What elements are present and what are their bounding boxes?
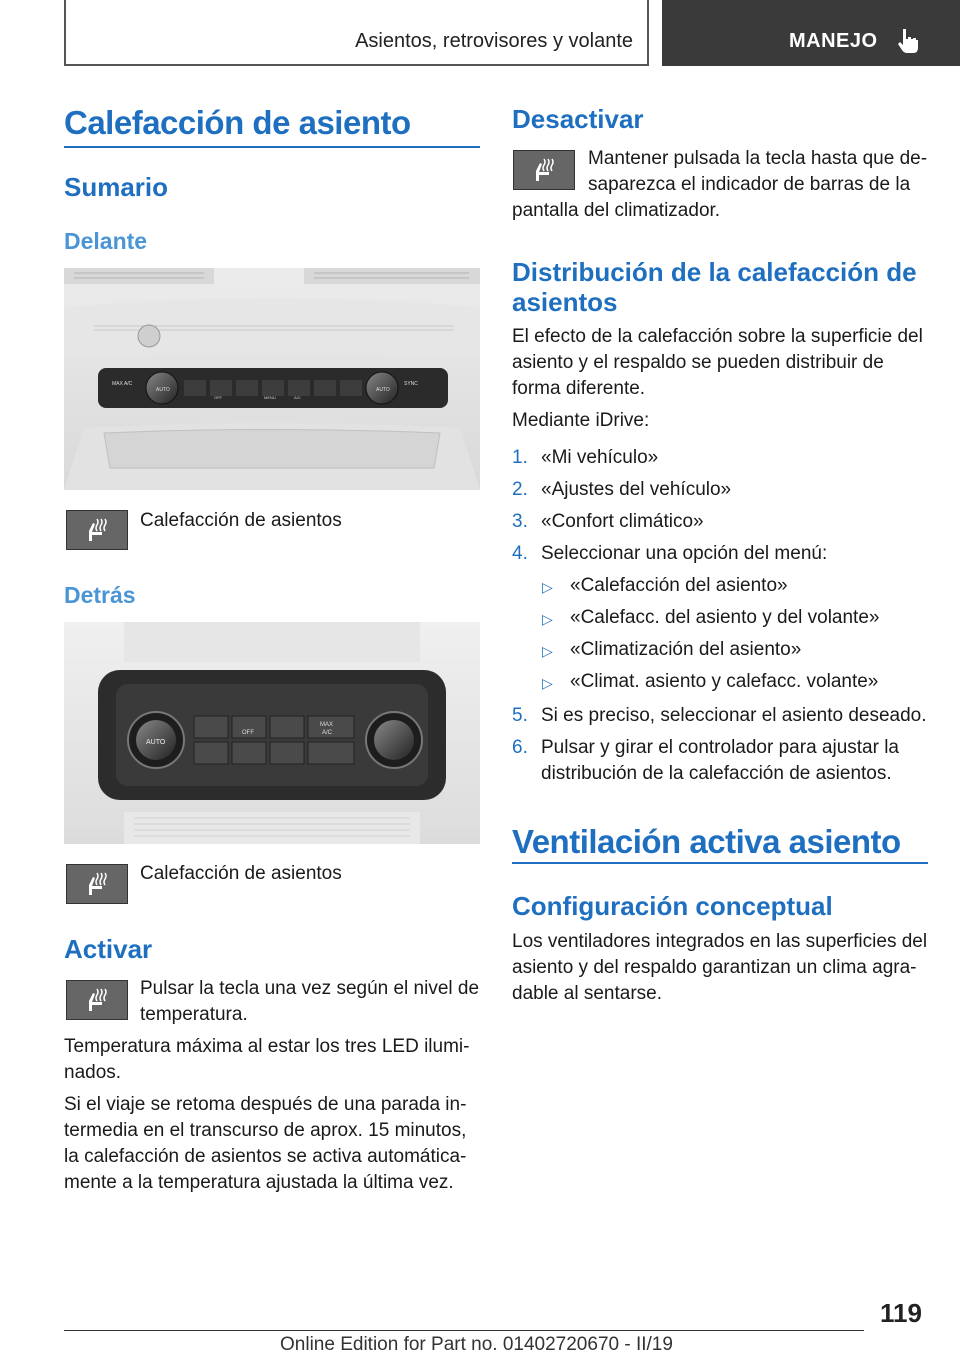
- heading-distribucion-2: asientos: [512, 287, 618, 317]
- front-btn-ac: A/C: [294, 395, 301, 400]
- seat-heating-button-icon-rear: [66, 864, 128, 904]
- section-tab: [662, 0, 960, 66]
- subitem-1: «Calefacción del asiento»: [570, 575, 788, 596]
- step-text-4: Seleccionar una opción del menú:: [541, 543, 828, 564]
- rear-btn-ac: A/C: [322, 730, 333, 736]
- viaje-text-line2: termedia en el transcurso de aprox. 15 minutos,: [64, 1120, 467, 1141]
- front-btn-auto-right: AUTO: [376, 387, 390, 393]
- step-number-2: 2.: [512, 479, 528, 500]
- front-btn-auto-left: AUTO: [156, 387, 170, 393]
- front-btn-menu: MENU: [264, 395, 276, 400]
- activar-text-line2: temperatura.: [140, 1004, 248, 1025]
- subitem-4: «Climat. asiento y calefacc. volante»: [570, 671, 879, 692]
- page-title: Calefacción de asiento: [64, 104, 411, 141]
- mediante-text: Mediante iDrive:: [512, 410, 650, 431]
- rear-btn-auto: AUTO: [146, 739, 166, 746]
- heading-ventilacion: Ventilación activa asiento: [512, 823, 901, 860]
- seat-heating-button-icon-desactivar: [513, 150, 575, 190]
- step-text-3: «Confort climático»: [541, 511, 704, 532]
- edition-text: Online Edition for Part no. 01402720670 - II/19: [280, 1334, 673, 1355]
- step-text-2: «Ajustes del vehículo»: [541, 479, 732, 500]
- step-number-3: 3.: [512, 511, 528, 532]
- activar-text-line1: Pulsar la tecla una vez según el nivel de: [140, 978, 480, 999]
- config-text-line1: Los ventiladores integrados en las superficies del: [512, 931, 928, 952]
- heading-desactivar: Desactivar: [512, 104, 644, 134]
- seat-heating-button-icon-front: [66, 510, 128, 550]
- config-text-line2: asiento y del respaldo garantizan un clima agra-: [512, 957, 917, 978]
- front-btn-sync: SYNC: [404, 381, 418, 387]
- front-btn-max: MAX A/C: [112, 381, 133, 387]
- footer-rule: [64, 1330, 864, 1331]
- step-number-1: 1.: [512, 447, 528, 468]
- viaje-text-line3: la calefacción de asientos se activa automática-: [64, 1146, 467, 1167]
- subitem-2: «Calefacc. del asiento y del volante»: [570, 607, 880, 628]
- step-text-6-line2: distribución de la calefacción de asientos.: [541, 763, 892, 784]
- heading-sumario: Sumario: [64, 172, 169, 202]
- config-text-line3: dable al sentarse.: [512, 983, 662, 1004]
- dist-text-line1: El efecto de la calefacción sobre la superficie del: [512, 326, 923, 347]
- page-number: 119: [880, 1298, 922, 1328]
- rear-btn-max: MAX: [320, 722, 334, 728]
- front-btn-off: OFF: [214, 395, 222, 400]
- bullet-triangle-icon: ▷: [542, 579, 553, 595]
- heading-delante: Delante: [64, 228, 148, 254]
- desact-text-line1: Mantener pulsada la tecla hasta que de-: [588, 148, 928, 169]
- bullet-triangle-icon: ▷: [542, 643, 553, 659]
- step-number-5: 5.: [512, 705, 528, 726]
- heading-activar: Activar: [64, 934, 153, 964]
- chapter-title: Asientos, retrovisores y volante: [355, 30, 633, 52]
- subitem-3: «Climatización del asiento»: [570, 639, 802, 660]
- step-text-5: Si es preciso, seleccionar el asiento deseado.: [541, 705, 927, 726]
- bullet-triangle-icon: ▷: [542, 675, 553, 691]
- dist-text-line2: asiento y el respaldo se pueden distribuir de: [512, 352, 884, 373]
- seat-heating-button-icon-activar: [66, 980, 128, 1020]
- chapter-header: [64, 0, 649, 66]
- dist-text-line3: forma diferente.: [512, 378, 646, 399]
- bullet-triangle-icon: ▷: [542, 611, 553, 627]
- step-text-6: Pulsar y girar el controlador para ajustar la: [541, 737, 900, 758]
- ventilacion-rule: [512, 862, 928, 864]
- rear-climate-panel-photo: [64, 622, 480, 844]
- step-text-1: «Mi vehículo»: [541, 447, 659, 468]
- rear-btn-off: OFF: [242, 730, 254, 736]
- section-label: MANEJO: [789, 30, 878, 52]
- viaje-text-line1: Si el viaje se retoma después de una parada in-: [64, 1094, 467, 1115]
- step-number-4: 4.: [512, 543, 528, 564]
- step-number-6: 6.: [512, 737, 528, 758]
- temp-text-line2: nados.: [64, 1062, 122, 1083]
- front-climate-panel-photo: [64, 268, 480, 490]
- caption-rear: Calefacción de asientos: [140, 863, 342, 884]
- pointing-hand-icon: [894, 26, 924, 56]
- title-rule: [64, 146, 480, 148]
- heading-detras: Detrás: [64, 582, 136, 608]
- heading-distribucion-1: Distribución de la calefacción de: [512, 257, 917, 287]
- desact-text-line2: saparezca el indicador de barras de la: [588, 174, 911, 195]
- caption-front: Calefacción de asientos: [140, 510, 342, 531]
- temp-text-line1: Temperatura máxima al estar los tres LED ilumi-: [64, 1036, 470, 1057]
- viaje-text-line4: mente a la temperatura ajustada la última vez.: [64, 1172, 454, 1193]
- desact-text-line3: pantalla del climatizador.: [512, 200, 721, 221]
- heading-configuracion: Configuración conceptual: [512, 891, 833, 921]
